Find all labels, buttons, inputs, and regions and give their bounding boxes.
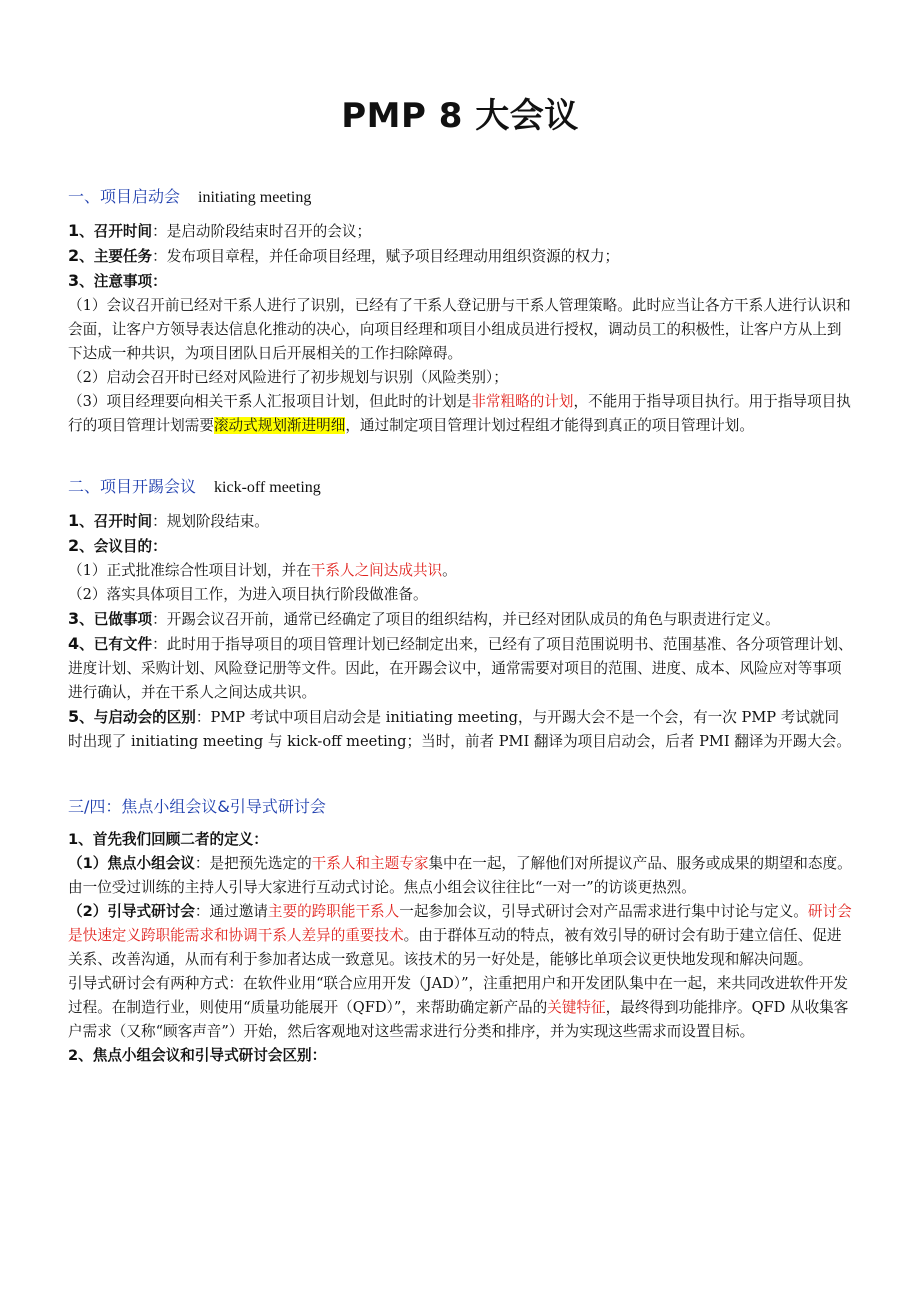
s2-para-1-b: 。 bbox=[442, 562, 457, 579]
s2-para-1 bbox=[68, 559, 853, 583]
s2-item-2-label: 、会议目的： bbox=[79, 538, 167, 555]
s3-focus-label: （1）焦点小组会议 bbox=[68, 855, 195, 872]
s1-item-2-label: 、主要任务 bbox=[79, 248, 153, 265]
s2-item-2-num: 2 bbox=[68, 536, 80, 555]
s2-item-2 bbox=[68, 534, 853, 559]
section-3-heading: 三/四：焦点小组会议&引导式研讨会 bbox=[68, 797, 326, 816]
s1-para-3-red: 非常粗略的计划 bbox=[471, 393, 574, 410]
s3-methods-red: 关键特征 bbox=[547, 999, 606, 1016]
s2-para-1-a: （1）正式批准综合性项目计划，并在 bbox=[68, 562, 311, 579]
s1-para-3 bbox=[68, 390, 853, 438]
s2-item-5 bbox=[68, 705, 853, 754]
s2-item-3-num: 3 bbox=[68, 609, 80, 628]
s3-methods-a: 引导式研讨会有两种方式：在软件业用“联合应用开发（JAD）”，注重把用户和开发团队集中在一起，来共同改进软件开发过程。在制造行业，则使用“质量功能展开（QFD）”，来帮助确定新产品的 bbox=[68, 975, 848, 1016]
page-title: PMP 8 大会议 bbox=[341, 96, 579, 136]
s1-item-3 bbox=[68, 269, 853, 294]
s1-item-2-num: 2 bbox=[68, 246, 80, 265]
s3-workshop-b: 一起参加会议，引导式研讨会对产品需求进行集中讨论与定义。 bbox=[399, 903, 808, 920]
s3-workshop-red-2: 研讨会是快速定义跨职能需求和协调干系人差异的重要技术 bbox=[68, 903, 852, 944]
s2-item-1-num: 1 bbox=[68, 511, 80, 530]
s2-item-4-label: 、已有文件 bbox=[79, 636, 153, 653]
s1-item-2 bbox=[68, 244, 853, 269]
s1-item-2-text: ：发布项目章程，并任命项目经理，赋予项目经理动用组织资源的权力； bbox=[152, 248, 620, 265]
s3-focus-group bbox=[68, 852, 853, 900]
s3-methods-b: ，最终得到功能排序。QFD 从收集客户需求（又称“顾客声音”）开始，然后客观地对这些需求进行分类和排序，并为实现这些需求而设置目标。 bbox=[68, 999, 849, 1040]
s2-item-4 bbox=[68, 632, 853, 705]
section-2-heading-text: 二、项目开踢会议 bbox=[68, 477, 197, 496]
s2-item-1 bbox=[68, 509, 853, 534]
s3-workshop-c: 。由于群体互动的特点，被有效引导的研讨会有助于建立信任、促进关系、改善沟通，从而有利于参加者达成一致意见。该技术的另一好处是，能够比单项会议更快地发现和解决问题。 bbox=[68, 927, 842, 968]
s2-item-3-label: 、已做事项 bbox=[79, 611, 153, 628]
s2-item-4-text: ：此时用于指导项目的项目管理计划已经制定出来，已经有了项目范围说明书、范围基准、各分项管理计划、进度计划、采购计划、风险登记册等文件。因此，在开踢会议中，通常需要对项目的范围、进度、成本、风险应对等事项进行确认，并在干系人之间达成共识。 bbox=[68, 636, 853, 701]
s2-item-5-text: ：PMP 考试中项目启动会是 initiating meeting，与开踢大会不是一个会，有一次 PMP 考试就同时出现了 initiating meeting 与 kick-off meeting；当时，前者 PMI 翻译为项目启动会，后者 PMI 翻译为开踢大会。 bbox=[68, 709, 851, 750]
section-1-heading-text: 一、项目启动会 bbox=[68, 187, 181, 206]
s1-para-1: （1）会议召开前已经对干系人进行了识别，已经有了干系人登记册与干系人管理策略。此时应当让各方干系人进行认识和会面，让客户方领导表达信息化推动的决心，向项目经理和项目小组成员进行授权，调动员工的积极性，让客户方从上到下达成一种共识，为项目团队日后开展相关的工作扫除障碍。 bbox=[68, 297, 851, 362]
s2-item-5-num: 5 bbox=[68, 707, 80, 726]
document-body bbox=[68, 184, 853, 1068]
s2-item-1-label: 、召开时间 bbox=[79, 513, 153, 530]
s3-question-1: 1、首先我们回顾二者的定义： bbox=[68, 831, 268, 848]
s1-para-3-b: ，不能用于指导项目执行。用于指导项目执行的项目管理计划需要 bbox=[68, 393, 851, 434]
s3-question-2: 2、焦点小组会议和引导式研讨会区别： bbox=[68, 1047, 327, 1064]
section-2-heading bbox=[68, 474, 853, 501]
s1-item-3-label: 、注意事项： bbox=[79, 273, 167, 290]
s1-item-1-num: 1 bbox=[68, 221, 80, 240]
s1-para-3-a: （3）项目经理要向相关干系人汇报项目计划，但此时的计划是 bbox=[68, 393, 472, 410]
s3-workshop-red-1: 主要的跨职能干系人 bbox=[267, 903, 400, 920]
s1-para-3-highlight: 滚动式规划渐进明细 bbox=[213, 417, 346, 434]
s2-item-1-text: ：规划阶段结束。 bbox=[152, 513, 269, 530]
s2-para-1-red: 干系人之间达成共识 bbox=[310, 562, 443, 579]
s3-focus-b: 集中在一起，了解他们对所提议产品、服务或成果的期望和态度。由一位受过训练的主持人引导大家进行互动式讨论。焦点小组会议往往比“一对一”的访谈更热烈。 bbox=[68, 855, 852, 896]
s2-item-3 bbox=[68, 607, 853, 632]
section-2-heading-en: kick-off meeting bbox=[214, 479, 321, 496]
s3-workshop-label: （2）引导式研讨会 bbox=[68, 903, 195, 920]
s1-item-3-num: 3 bbox=[68, 271, 80, 290]
s2-item-4-num: 4 bbox=[68, 634, 80, 653]
section-1-heading bbox=[68, 184, 853, 211]
s3-focus-red: 干系人和主题专家 bbox=[311, 855, 429, 872]
s3-focus-a: ：是把预先选定的 bbox=[194, 855, 312, 872]
s2-item-3-text: ：开踢会议召开前，通常已经确定了项目的组织结构，并已经对团队成员的角色与职责进行定义。 bbox=[152, 611, 780, 628]
s1-para-3-c: ，通过制定项目管理计划过程组才能得到真正的项目管理计划。 bbox=[345, 417, 754, 434]
s2-para-2: （2）落实具体项目工作，为进入项目执行阶段做准备。 bbox=[68, 586, 428, 603]
s3-methods bbox=[68, 972, 853, 1044]
s1-item-1 bbox=[68, 219, 853, 244]
s3-workshop bbox=[68, 900, 853, 972]
s3-workshop-a: ：通过邀请 bbox=[194, 903, 268, 920]
s1-item-1-label: 、召开时间 bbox=[79, 223, 153, 240]
s1-item-1-text: ：是启动阶段结束时召开的会议； bbox=[152, 223, 372, 240]
section-1-heading-en: initiating meeting bbox=[198, 189, 312, 206]
s2-item-5-label: 、与启动会的区别 bbox=[79, 709, 196, 726]
s1-para-2: （2）启动会召开时已经对风险进行了初步规划与识别（风险类别）； bbox=[68, 369, 508, 386]
